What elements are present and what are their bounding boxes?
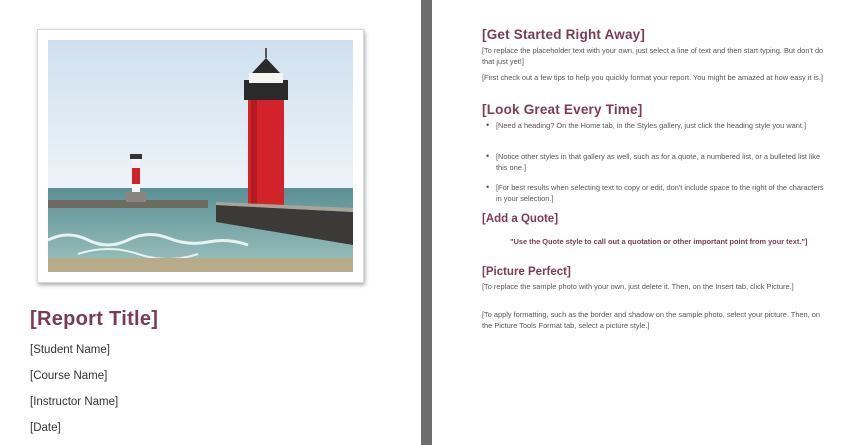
list-item-text: [For best results when selecting text to copy or edit, don't include space to the right of the characters in your selection.] [496, 183, 824, 203]
paragraph-2[interactable]: [First check out a few tips to help you quickly format your report. You might be amazed at how easy it is.] [482, 73, 823, 82]
list-item[interactable] [486, 120, 831, 131]
lighthouse-photo[interactable] [37, 29, 364, 283]
heading-get-started[interactable]: [Get Started Right Away] [482, 27, 646, 42]
list-item-text: [Notice other styles in that gallery as well, such as for a quote, a numbered list, or a bulleted list like this one.] [496, 152, 821, 172]
instructor-name[interactable]: [Instructor Name] [30, 396, 119, 408]
list-item[interactable] [486, 151, 831, 173]
paragraph-1[interactable]: [To replace the placeholder text with your own, just select a line of text and then start typing. But don't do that just yet!] [482, 46, 824, 66]
bullet-icon: • [486, 120, 490, 130]
heading-look-great[interactable]: [Look Great Every Time] [482, 102, 643, 117]
bullet-icon: • [486, 151, 490, 161]
report-date[interactable]: [Date] [30, 422, 61, 434]
content-page [432, 0, 850, 445]
student-name[interactable]: [Student Name] [30, 344, 110, 356]
heading-picture-perfect[interactable]: [Picture Perfect] [482, 266, 571, 278]
list-item[interactable] [486, 182, 831, 204]
list-item-text: [Need a heading? On the Home tab, in the Styles gallery, just click the heading style you want.] [496, 121, 807, 130]
paragraph-4[interactable]: [To apply formatting, such as the border and shadow on the sample photo, select your picture. Then, on the Picture Tools Format tab, select a picture style.] [482, 310, 820, 330]
paragraph-3[interactable]: [To replace the sample photo with your own, just delete it. Then, on the Insert tab, click Picture.] [482, 282, 794, 291]
cover-page [0, 0, 421, 445]
heading-add-quote[interactable]: [Add a Quote] [482, 213, 559, 225]
report-title[interactable]: [Report Title] [30, 308, 159, 330]
bullet-icon: • [486, 182, 490, 192]
course-name[interactable]: [Course Name] [30, 370, 108, 382]
quote-block[interactable]: "Use the Quote style to call out a quotation or other important point from your text."] [510, 237, 808, 246]
lighthouse-image [48, 40, 353, 272]
